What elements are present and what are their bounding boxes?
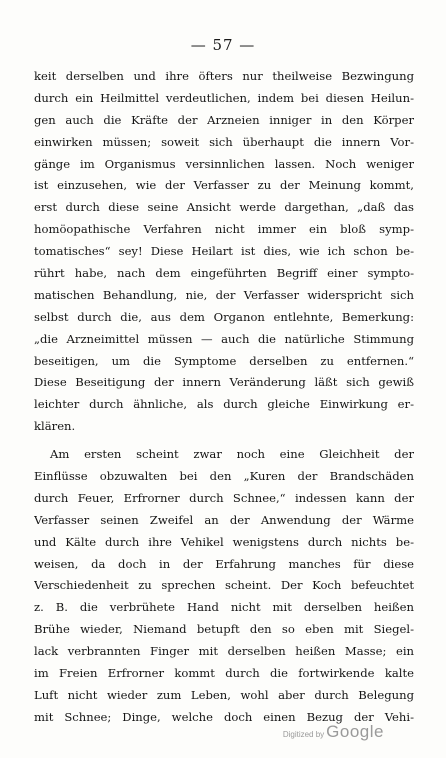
paragraph: [34, 444, 414, 729]
page-number: — 57 —: [190, 36, 256, 54]
text-line: Verfasser seinen Zweifel an der Anwendung der Wärme: [34, 512, 414, 527]
google-logo: Google: [326, 722, 384, 741]
text-line: und Kälte durch ihre Vehikel wenigstens durch nichts be-: [34, 534, 414, 549]
text-line: leichter durch ähnliche, als durch gleiche Einwirkung er-: [34, 397, 414, 412]
text-line: keit derselben und ihre öfters nur theilweise Bezwingung: [34, 69, 414, 83]
text-line: ist einzusehen, wie der Verfasser zu der Meinung kommt,: [34, 178, 414, 193]
paragraph: [34, 66, 414, 438]
body-text: [34, 66, 414, 729]
text-line: z. B. die verbrühete Hand nicht mit derselben heißen: [34, 600, 414, 615]
text-line: klären.: [34, 419, 76, 434]
text-line: Diese Beseitigung der innern Veränderung läßt sich gewiß: [34, 375, 414, 390]
text-line: Brühe wieder, Niemand betupft den so eben mit Siegel-: [34, 622, 414, 637]
digitized-by-label: Digitized by: [282, 730, 325, 739]
text-line: Verschiedenheit zu sprechen scheint. Der Koch befeuchtet: [34, 578, 414, 593]
text-line: selbst durch die, aus dem Organon entlehnte, Bemerkung:: [34, 309, 414, 324]
text-line: lack verbrannten Finger mit derselben heißen Masse; ein: [34, 644, 414, 659]
digitization-watermark: [283, 722, 384, 742]
text-line: im Freien Erfrorner kommt durch die fortwirkende kalte: [34, 666, 414, 681]
text-line: gen auch die Kräfte der Arzneien inniger in den Körper: [34, 112, 414, 127]
text-line: beseitigen, um die Symptome derselben zu entfernen.“: [34, 353, 414, 368]
text-line: durch Feuer, Erfrorner durch Schnee,“ indessen kann der: [34, 490, 414, 505]
text-line: durch ein Heilmittel verdeutlichen, indem bei diesen Heilun-: [34, 90, 414, 105]
text-line: Am ersten scheint zwar noch eine Gleichheit der: [50, 447, 414, 462]
text-line: weisen, da doch in der Erfahrung manches für diese: [34, 556, 414, 571]
text-line: Einflüsse obzuwalten bei den „Kuren der Brandschäden: [34, 469, 414, 484]
text-line: einwirken müssen; soweit sich überhaupt die innern Vor-: [34, 134, 414, 149]
text-line: „die Arzneimittel müssen — auch die natürliche Stimmung: [34, 331, 414, 346]
text-line: gänge im Organismus versinnlichen lassen. Noch weniger: [34, 156, 414, 171]
text-line: homöopathische Verfahren nicht immer ein bloß symp-: [34, 222, 414, 237]
text-line: tomatisches“ sey! Diese Heilart ist dies, wie ich schon be-: [34, 244, 414, 259]
text-line: matischen Behandlung, nie, der Verfasser widerspricht sich: [34, 287, 414, 302]
text-line: erst durch diese seine Ansicht werde dargethan, „daß das: [34, 200, 414, 215]
text-line: rührt habe, nach dem eingeführten Begriff einer sympto-: [34, 266, 414, 281]
text-line: Luft nicht wieder zum Leben, wohl aber durch Belegung: [34, 687, 414, 702]
text-line: mit Schnee; Dinge, welche doch einen Bezug der Vehi-: [34, 709, 414, 724]
